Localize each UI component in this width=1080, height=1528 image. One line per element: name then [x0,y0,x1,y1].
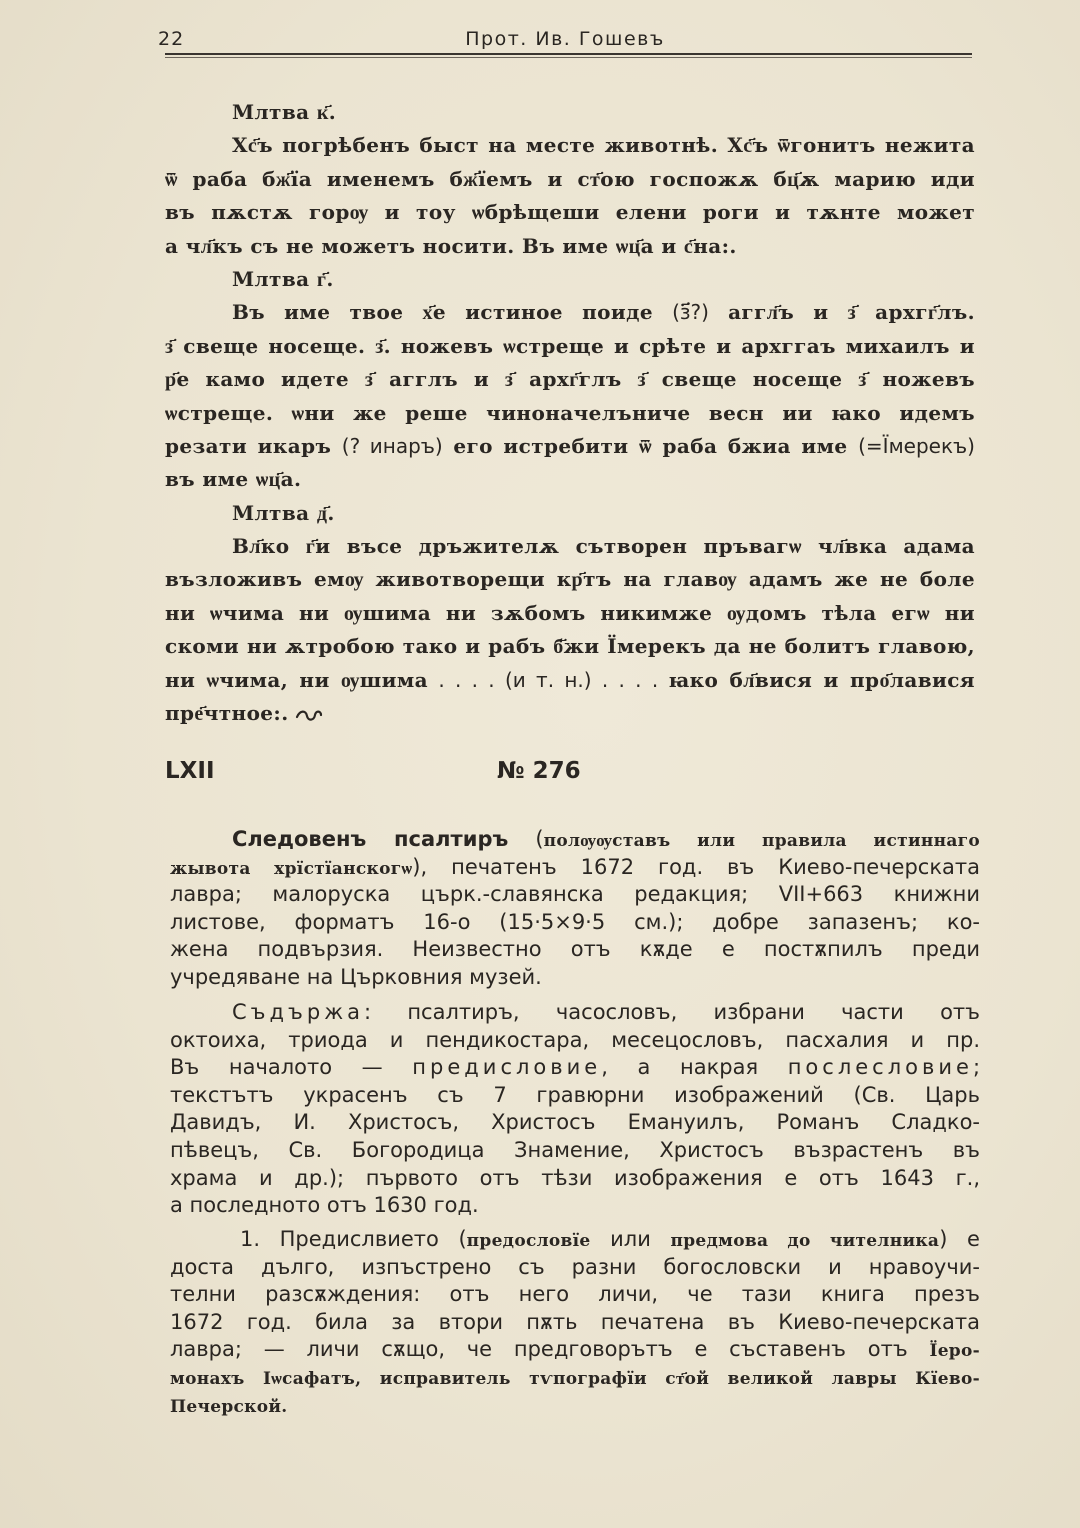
description-text: Давидъ, И. Христосъ, Христосъ Емануилъ, Романъ Сладко- [170,1110,980,1135]
prayer-text: ѡстреще. ѡни же реше чиноначелъниче весн ии ꙗко идемъ [165,400,975,425]
prayer-line [165,563,975,596]
prayer-line [165,230,975,263]
spaced-keyword: послесловие [787,1055,973,1080]
prayer-line [165,363,975,396]
description-text: доста дълго, изпъстрено съ разни богословски и нравоучи- [170,1254,980,1279]
description-line [170,826,980,854]
prayer-text: ни ѡчима ни ѹшима ни зѫбомъ никимже ѹдомъ тѣла егѡ ни [165,600,975,625]
prayer-text: Хс҃ъ погрѣбенъ быст на месте животнѣ. Хс҃ъ ѿгонитъ нежита [232,133,975,158]
description-line [170,1336,980,1364]
description-text: ), печатенъ 1672 год. въ Киево-печерската [412,854,980,879]
description-line [170,1254,980,1282]
description-text: учредяване на Църковния музей. [170,964,542,989]
prayer-line [165,697,975,730]
slavonic-quote: Їеро- [929,1341,980,1362]
prayer-text: резати икаръ [165,433,342,458]
description-text: : псалтиръ, часословъ, избрани части отъ [363,1000,980,1024]
prayer-text: р҃е камо идете з҃ агглъ и з҃ архг҃глъ з҃ свеще носеще з҃ ножевъ [165,367,975,392]
description-text: октоиха, триода и пендикостара, месецословъ, пасхалия и пр. [170,1027,980,1052]
prayer-line [165,330,975,363]
prayer-text: въ пѫстѫ горѹ и тоу ѡбрѣщеши елени роги и тѫнте может [165,200,975,225]
prayer-text: ни ѡчима, ни ѹшима [165,667,429,692]
prayer-line [165,129,975,162]
editorial-note: (? инаръ) [341,433,443,458]
slavonic-quote: Печерской. [170,1396,288,1417]
slavonic-quote: монахъ Іѡсафатъ, исправитель тѵпографїи ст҃ой великой лавры Кїево- [170,1368,980,1389]
description-line [170,1027,980,1055]
description-text: пѣвецъ, Св. Богородица Знамение, Христосъ възрастенъ въ [170,1137,980,1162]
prayer-line [165,296,975,329]
description-text: , а накрая [601,1055,788,1080]
description-line [170,1192,980,1220]
prayer-text: Млтва к҃. [232,100,337,124]
prayer-line [165,664,975,697]
slavonic-quote: предословїе [466,1231,591,1251]
page-number: 22 [158,28,185,50]
entry-catalog-number: № 276 [497,758,581,784]
description-line [170,909,980,937]
entry-roman-number: LXII [165,758,215,784]
prayer-text: Млтва г҃. [232,266,334,291]
prayer-text: скоми ни ѫтробою тако и рабъ б҃жи Їмерекъ да не болитъ главою, [165,634,975,659]
running-title: Прот. Ив. Гошевъ [465,28,665,50]
description-text: жена подвързия. Неизвестно отъ кѫде е постѫпилъ преди [170,937,980,962]
description-text: лавра; — личи сѫщо, че предговорътъ е съставенъ отъ [170,1337,930,1362]
editorial-note: (з҃?) [672,300,709,325]
prayer-line [165,163,975,196]
description-text: или [590,1227,671,1251]
description-line [170,964,980,992]
prayer-text: а чл҃къ съ не можетъ носити. Въ име ѡц҃а и с҃на:. [165,233,737,258]
prayer-text: Вл҃ко г҃и въсе дръжителѫ сътворен пръвагѡ чл҃вка адама [232,534,975,559]
prayer-line [165,430,975,463]
prayer-text: Въ име твое х҃е истиное поиде [232,300,673,325]
description-line [170,1054,980,1082]
description-paragraph-1 [170,826,980,992]
prayer-text: аггл҃ъ и з҃ архгг҃лъ. [708,300,975,325]
prayer-text: ѿ раба бж҃їа именемъ бж҃їемъ и ст҃ою госпожѫ бц҃ѫ марию иди [165,166,975,191]
description-text: телни разсѫждения: отъ него личи, че тази книга презъ [170,1282,980,1307]
book-title: Следовенъ псалтиръ [232,827,509,851]
description-text: 1672 год. била за втори пѫть печатена въ Киево-печерската [170,1309,980,1334]
description-text: 1. Предислвието ( [240,1227,467,1251]
prayer-heading [165,263,975,296]
description-line [170,1309,980,1337]
description-text: ( [508,827,544,851]
description-text: листове, форматъ 16-о (15·5×9·5 см.); добре запазенъ; ко- [170,909,980,934]
description-line [170,936,980,964]
prayer-text: пре҃чтное:. [165,701,289,726]
description-line [170,1392,980,1420]
description-text: ) е [939,1227,980,1251]
slavonic-quote: полѹѹставъ или правила истиннаго [543,831,980,851]
description-line [170,999,980,1027]
prayer-line [165,597,975,630]
description-text: ; [972,1055,980,1080]
spaced-keyword: Съдържа [232,1000,364,1024]
description-line [170,881,980,909]
prayer-text: з҃ свеще носеще. з҃. ножевъ ѡстреще и срѣте и архггаъ михаилъ и [165,333,975,358]
editorial-note: (=Їмерекъ) [858,433,975,458]
slavonic-quote: предмова до чителника [670,1231,940,1251]
prayer-text: ꙗко бл҃вися и про҃лавися [668,667,975,692]
header-rule [165,53,972,58]
editorial-note: . . . . (и т. н.) . . . . [428,667,669,692]
description-line [170,1137,980,1165]
description-text: Въ началото — [170,1055,413,1080]
prayer-line [165,196,975,229]
prayer-heading [165,96,975,129]
prayer-line [165,530,975,563]
prayer-text: его истребити ѿ раба бжиа име [442,433,859,458]
slavonic-quote: жывота хрїстїанскогѡ [170,858,413,879]
description-line [170,1109,980,1137]
description-paragraph-3 [170,1226,980,1419]
description-text: лавра; малоруска църк.-славянска редакция; VII+663 книжни [170,882,980,907]
description-line [170,1082,980,1110]
prayer-text: Млтва д҃. [232,500,335,525]
description-paragraph-2 [170,999,980,1220]
description-line [170,854,980,882]
prayer-line [165,397,975,430]
description-line [170,1281,980,1309]
prayer-line [165,463,975,496]
end-flourish-icon [295,707,323,723]
prayer-line [165,630,975,663]
description-text: а последното отъ 1630 год. [170,1193,479,1218]
prayer-block [165,96,975,730]
description-line [170,1165,980,1193]
description-line [170,1226,980,1254]
prayer-text: възложивъ емѹ животворещи кр҃тъ на главѹ адамъ же не боле [165,567,975,592]
description-line [170,1364,980,1392]
description-text: текстътъ украсенъ съ 7 гравюрни изображений (Св. Царь [170,1082,980,1107]
prayer-text: въ име ѡц҃а. [165,467,302,492]
spaced-keyword: предисловие [412,1055,602,1080]
prayer-heading [165,497,975,530]
description-text: храма и др.); първото отъ тѣзи изображения е отъ 1643 г., [170,1165,980,1190]
